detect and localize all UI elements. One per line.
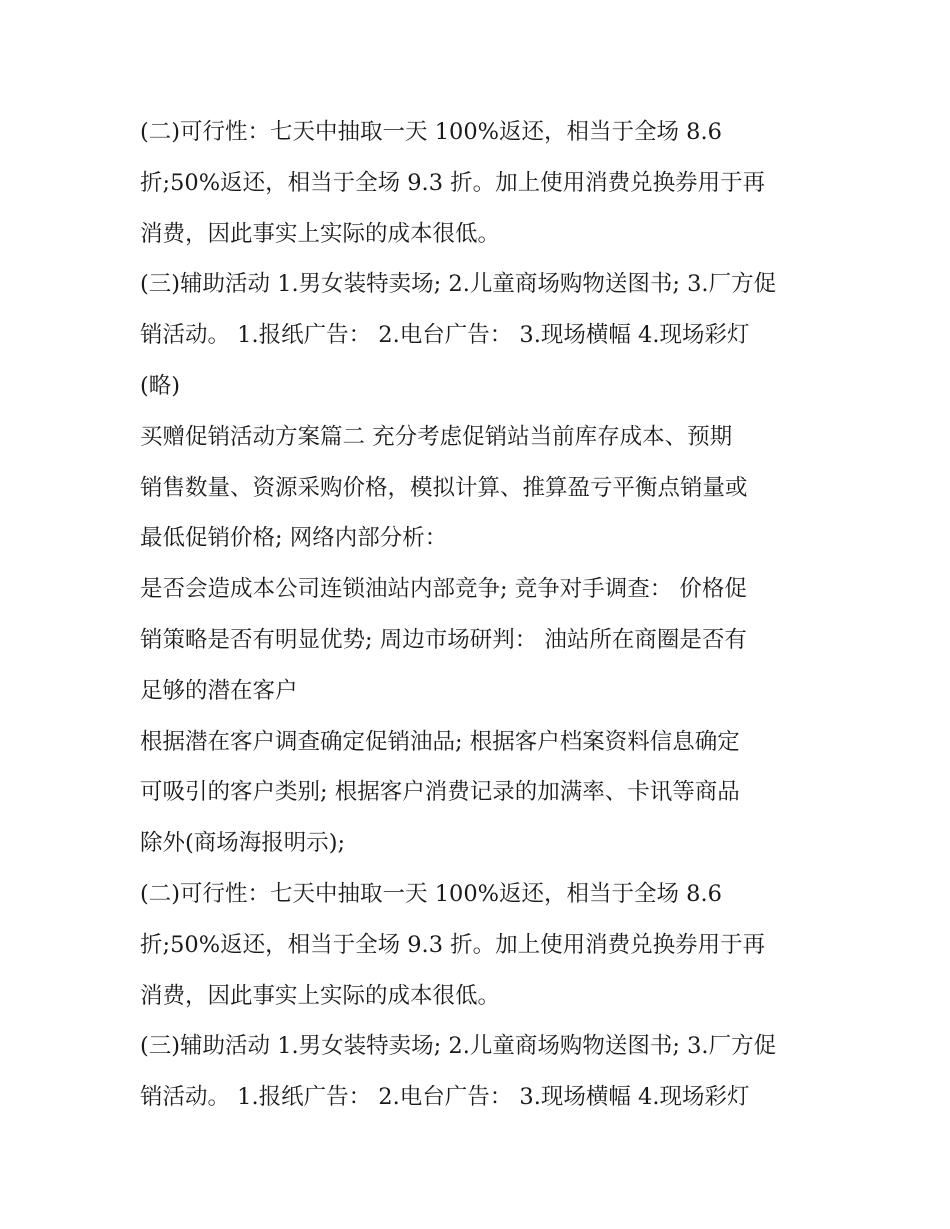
text-line: 除外(商场海报明示); (140, 830, 346, 857)
text-line: 最低促销价格; 网络内部分析： (140, 525, 448, 552)
text-line: 可吸引的客户类别; 根据客户消费记录的加满率、卡讯等商品 (140, 779, 740, 806)
text-line: 根据潜在客户调查确定促销油品; 根据客户档案资料信息确定 (140, 728, 740, 755)
text-line: (三)辅助活动 1.男女装特卖场; 2.儿童商场购物送图书; 3.厂方促 (140, 1033, 777, 1060)
text-line: 销活动。 1.报纸广告： 2.电台广告： 3.现场横幅 4.现场彩灯 (140, 1084, 750, 1111)
text-line: 买赠促销活动方案篇二 充分考虑促销站当前库存成本、预期 (140, 423, 733, 450)
text-line: 销活动。 1.报纸广告： 2.电台广告： 3.现场横幅 4.现场彩灯 (140, 322, 750, 349)
text-line: 消费，因此事实上实际的成本很低。 (140, 982, 501, 1009)
text-line: 销售数量、资源采购价格，模拟计算、推算盈亏平衡点销量或 (140, 474, 748, 501)
text-line: 销策略是否有明显优势; 周边市场研判： 油站所在商圈是否有 (140, 626, 747, 653)
text-line: (略) (140, 372, 181, 399)
text-line: (二)可行性：七天中抽取一天 100%返还，相当于全场 8.6 (140, 119, 722, 145)
document-body (140, 107, 820, 1123)
text-line: 是否会造成本公司连锁油站内部竞争; 竞争对手调查： 价格促 (140, 576, 747, 603)
text-line: 折;50%返还，相当于全场 9.3 折。加上使用消费兑换券用于再 (140, 169, 766, 196)
text-line: 折;50%返还，相当于全场 9.3 折。加上使用消费兑换券用于再 (140, 931, 766, 958)
text-line: (二)可行性：七天中抽取一天 100%返还，相当于全场 8.6 (140, 880, 722, 907)
text-line: (三)辅助活动 1.男女装特卖场; 2.儿童商场购物送图书; 3.厂方促 (140, 271, 777, 298)
text-line: 足够的潜在客户 (140, 677, 298, 704)
text-line: 消费，因此事实上实际的成本很低。 (140, 220, 501, 247)
